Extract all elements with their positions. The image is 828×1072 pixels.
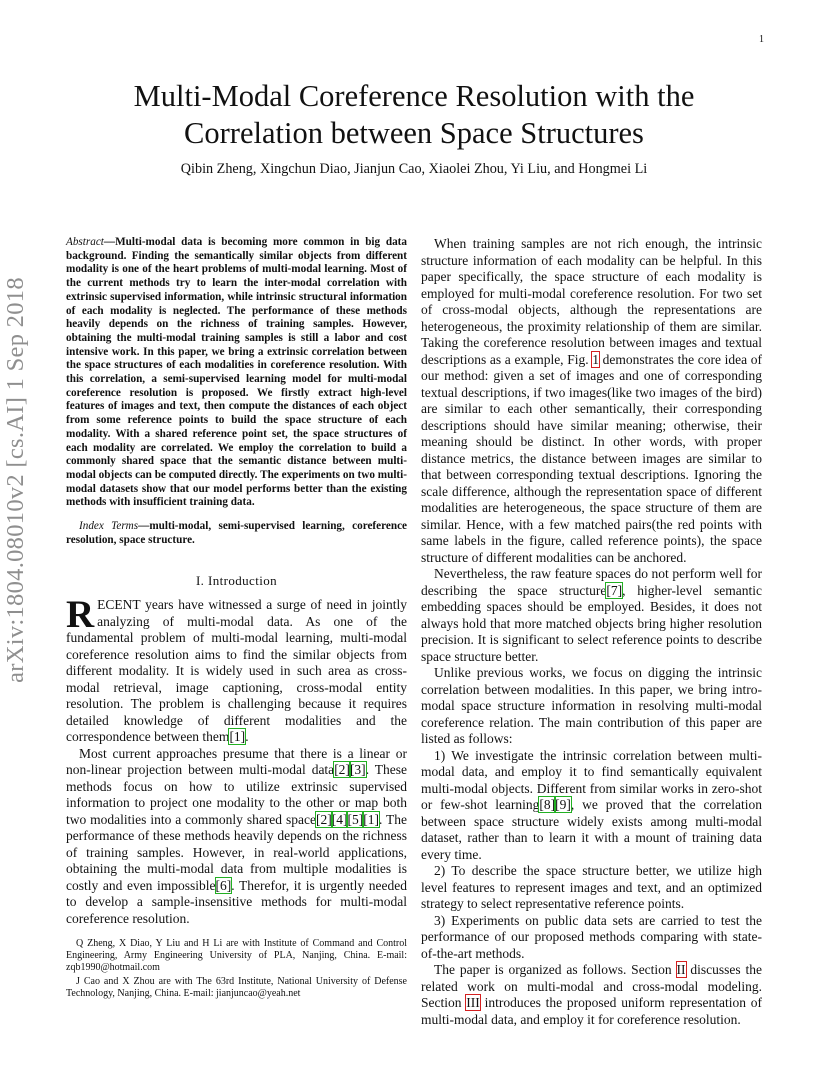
intro-paragraph-2 [66, 746, 407, 928]
right-column [421, 236, 762, 1028]
organization-text: discusses the related work on multi-modal and cross-modal modeling. Section [421, 962, 762, 1010]
right-paragraph-1 [421, 236, 762, 566]
organization-text: introduces the proposed uniform representation of multi-modal data, and employ it for coreference resolution. [421, 995, 762, 1027]
citation-link[interactable]: [6] [215, 877, 232, 893]
section-link[interactable]: II [676, 962, 686, 977]
citation-link[interactable]: [9] [555, 797, 571, 812]
right-p2-text: Nevertheless, the raw feature spaces do not perform well for describing the space structure [421, 566, 762, 598]
abstract-text: —Multi-modal data is becoming more common in big data background. Finding the semantically similar objects from different modality is one of the heart problems of multi-modal learning. Most of the current methods try to learn the inter-modal correlation with extrinsic supervised information, while intrinsic structural information of each modality is neglected. The performance of these methods heavily depends on the richness of training samples. However, obtaining the multi-modal training samples is still a labor and cost intensive work. In this paper, we bring a extrinsic correlation between the space structures of each modalities in coreference resolution. With this correlation, a semi-supervised learning model for multi-modal coreference resolution is proposed. We firstly extract high-level features of images and text, then compute the distances of each object from some reference points to build the space structure of each modality. With a shared reference point set, the space structures of each modality are correlated. We employ the correlation to build a commonly shared space that the semantic distance between multi-modal objects can be computed directly. The experiments on two multi-modal datasets show that our model performs better than the existing methods with insufficient training data. [66, 236, 407, 509]
right-paragraph-3: Unlike previous works, we focus on digging the intrinsic correlation between modalities. In this paper, we bring intro-modal space structure information in resolving multi-modal coreference relation. The main contribution of this paper are listed as follows: [421, 665, 762, 746]
section-heading-introduction: I. Introduction [195, 573, 278, 589]
right-p1-text: When training samples are not rich enough, the intrinsic structure information of each modality can be helpful. In this paper specifically, the space structure of each modality is employed for multi-modal coreference resolution. For two set of cross-modal objects, although the representations are heterogeneous, the proximity relationship of them are similar. Taking the coreference resolution between images and textual descriptions as a example, Fig. [421, 236, 762, 367]
footnote-affiliation-2: J Cao and X Zhou are with The 63rd Institute, National University of Defense Technology, Nanjing, China. E-mail: jianjuncao@yeah.net [66, 975, 407, 999]
contribution-3: 3) Experiments on public data sets are carried to test the performance of our proposed methods comparing with state-of-the-art methods. [421, 912, 762, 961]
abstract-label: Abstract [66, 236, 104, 248]
citation-link[interactable]: [8] [539, 797, 556, 812]
page-number: 1 [759, 34, 764, 45]
drop-cap: R [66, 593, 95, 637]
citation-link[interactable]: [5] [347, 811, 364, 827]
citation-link[interactable]: [1] [363, 811, 379, 827]
right-paragraph-2 [421, 566, 762, 665]
intro-p1-text: ECENT years have witnessed a surge of need in jointly analyzing of multi-modal data. As one of the fundamental problem of multi-modal learning, multi-modal coreference resolution aims to find the similar objects from different modality. It is widely used in such area as cross-modal retrieval, image captioning, cross-modal entity resolution. The problem is challenging because it requires detailed knowledge of different modalities and the correspondence between them [66, 597, 407, 745]
contribution-1-text: , we proved that the correlation between space structure widely exists among multi-modal dataset, rather than to learn it with a mount of training data every time. [421, 797, 762, 862]
intro-p2-text: . Therefor, it is urgently needed to develop a sample-insensitive methods for multi-modal coreference resolution. [66, 877, 407, 926]
right-p1-text: demonstrates the core idea of our method: given a set of images and one of corresponding textual descriptions, if two images(like two images of the bird) are similar to each other semantically, their corresponding descriptions should have similar meaning; otherwise, their meaning should be distinct. In other words, with proper distance metrics, the distance between images are similar to that between corresponding textual descriptions. Ignoring the scale difference, although the representation space of different modalities are heterogeneous, the space structure of them are similar. Hence, with a few matched pairs(the red points with same labels in the figure, called reference points), the space structure of different modalities can be anchored. [421, 351, 762, 565]
contribution-1-text: 1) We investigate the intrinsic correlation between multi-modal data, and employ it to find semantically equivalent multi-modal objects. Different from similar works in zero-shot or few-shot learning [421, 747, 762, 812]
title-line-2: Correlation between Space Structures [184, 116, 644, 150]
citation-link[interactable]: [2] [315, 811, 332, 827]
citation-link[interactable]: [3] [349, 762, 366, 778]
organization-paragraph [421, 962, 762, 1028]
right-p2-text: , higher-level semantic embedding spaces should be employed. Besides, it does not always hold that more matched objects bring higher resolution precision. It is significant to select reference points to describe space structure better. [421, 582, 762, 664]
intro-paragraph-1: RECENT years have witnessed a surge of need in jointly analyzing of multi-modal data. As one of the fundamental problem of multi-modal learning, multi-modal coreference resolution aims to find the similar objects from different modality. It is widely used in such area as cross-modal retrieval, image captioning, cross-modal entity resolution. The problem is challenging because it requires detailed knowledge of different modalities and the correspondence between them[1]. [66, 593, 407, 745]
intro-p2-text: Most current approaches presume that there is a linear or non-linear projection between multi-modal data [66, 745, 407, 778]
figure-link[interactable]: 1 [592, 351, 600, 367]
paper-title [60, 78, 768, 152]
arxiv-identifier: arXiv:1804.08010v2 [cs.AI] 1 Sep 2018 [2, 277, 29, 683]
intro-p2-text: . The performance of these methods heavily depends on the richness of training samples. However, in real-world applications, obtaining the multi-modal data from multiple modalities is costly and even impossible [66, 811, 407, 893]
footnote-affiliation-1: Q Zheng, X Diao, Y Liu and H Li are with Institute of Command and Control Engineering, Army Engineering University of PLA, Nanjing, China. E-mail: zqb1990@hotmail.com [66, 938, 407, 974]
contribution-2: 2) To describe the space structure better, we utilize high level features to represent images and text, and an optimized strategy to select representative reference points. [421, 863, 762, 911]
citation-link[interactable]: [7] [606, 582, 623, 598]
citation-link[interactable]: [2] [334, 762, 350, 778]
index-terms-text: —multi-modal, semi-supervised learning, coreference resolution, space structure. [66, 520, 407, 546]
citation-link[interactable]: [4] [331, 811, 348, 827]
organization-text: The paper is organized as follows. Section [434, 962, 677, 977]
contribution-1 [421, 748, 762, 864]
index-terms [66, 520, 407, 547]
intro-p2-text: . These methods focus on how to utilize extrinsic supervised information to project one modality to the other or map both two modalities into a commonly shared space [66, 762, 407, 827]
author-list: Qibin Zheng, Xingchun Diao, Jianjun Cao, Xiaolei Zhou, Yi Liu, and Hongmei Li [180, 161, 648, 177]
abstract [66, 236, 407, 510]
footnotes [66, 938, 407, 1000]
section-link[interactable]: III [466, 995, 480, 1010]
citation-link[interactable]: [1] [229, 729, 246, 745]
index-terms-label: Index Terms [79, 520, 139, 533]
left-column [66, 236, 407, 927]
title-line-1: Multi-Modal Coreference Resolution with the [133, 79, 695, 113]
